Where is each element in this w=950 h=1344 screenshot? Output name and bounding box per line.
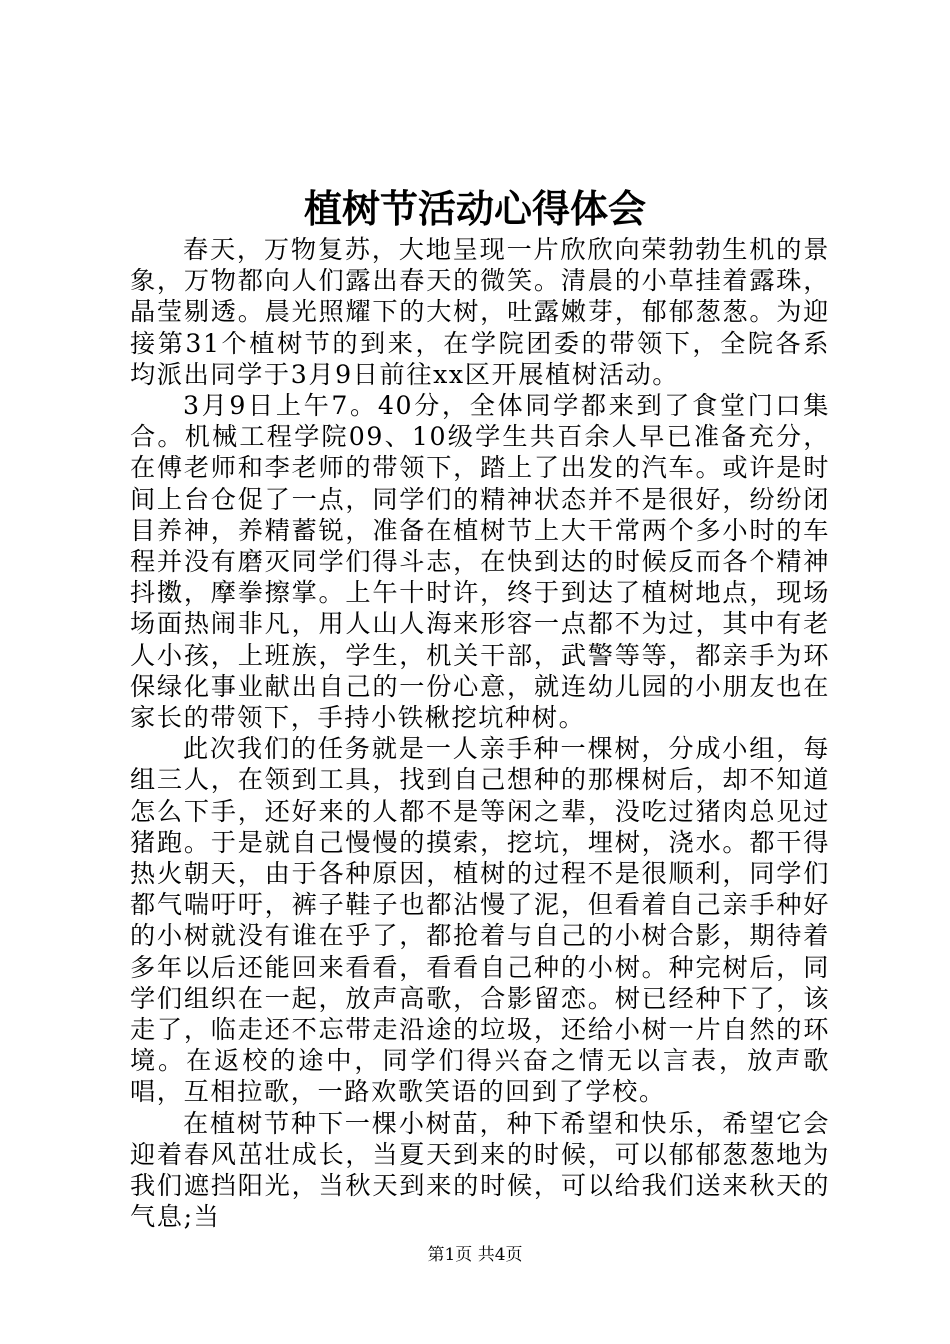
paragraph-1: 春天，万物复苏，大地呈现一片欣欣向荣勃勃生机的景象，万物都向人们露出春天的微笑。清晨的小草挂着露珠，晶莹剔透。晨光照耀下的大树，吐露嫩芽，郁郁葱葱。为迎接第31个植树节的到来，在学院团委的带领下，全院各系均派出同学于3月9日前往xx区开展植树活动。	[130, 235, 830, 389]
paragraph-4: 在植树节种下一棵小树苗，种下希望和快乐，希望它会迎着春风茁壮成长，当夏天到来的时候，可以郁郁葱葱地为我们遮挡阳光，当秋天到来的时候，可以给我们送来秋天的气息;当	[130, 1108, 830, 1232]
document-title: 植树节活动心得体会	[303, 186, 646, 231]
page-number: 第1页 共4页	[427, 1245, 523, 1265]
paragraph-2: 3月9日上午7。40分，全体同学都来到了食堂门口集合。机械工程学院09、10级学生共百余人早已准备充分，在傅老师和李老师的带领下，踏上了出发的汽车。或许是时间上台仓促了一点，同学们的精神状态并不是很好，纷纷闭目养神，养精蓄锐，准备在植树节上大干常两个多小时的车程并没有磨灭同学们得斗志，在快到达的时候反而各个精神抖擞，摩拳擦掌。上午十时许，终于到达了植树地点，现场场面热闹非凡，用人山人海来形容一点都不为过，其中有老人小孩，上班族，学生，机关干部，武警等等，都亲手为环保绿化事业献出自己的一份心意，就连幼儿园的小朋友也在家长的带领下，手持小铁楸挖坑种树。	[130, 391, 830, 733]
document-body	[130, 234, 830, 1233]
paragraph-3: 此次我们的任务就是一人亲手种一棵树，分成小组，每组三人，在领到工具，找到自己想种的那棵树后，却不知道怎么下手，还好来的人都不是等闲之辈，没吃过猪肉总见过猪跑。于是就自己慢慢的摸索，挖坑，埋树，浇水。都干得热火朝天，由于各种原因，植树的过程不是很顺利，同学们都气喘吁吁，裤子鞋子也都沾慢了泥，但看着自己亲手种好的小树就没有谁在乎了，都抢着与自己的小树合影，期待着多年以后还能回来看看，看看自己种的小树。种完树后，同学们组织在一起，放声高歌，合影留恋。树已经种下了，该走了，临走还不忘带走沿途的垃圾，还给小树一片自然的环境。在返校的途中，同学们得兴奋之情无以言表，放声歌唱，互相拉歌，一路欢歌笑语的回到了学校。	[130, 734, 830, 1107]
